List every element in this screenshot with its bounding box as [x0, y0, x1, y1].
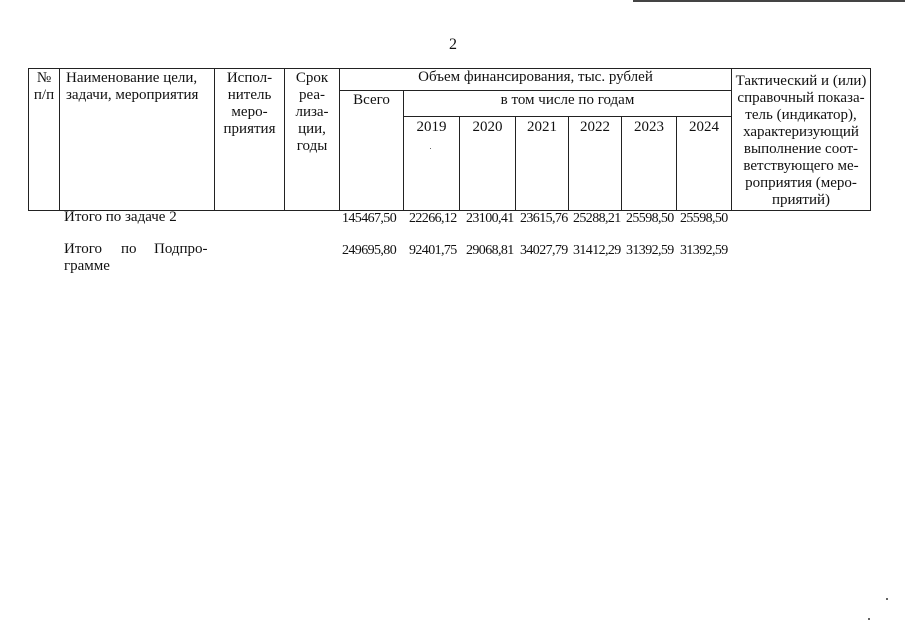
header-number: № п/п [29, 69, 60, 211]
header-term: Срок реа- лиза- ции, годы [285, 69, 340, 211]
row-label-subprogram-word4: грамме [64, 258, 110, 274]
year-2021: 2021 [516, 117, 569, 211]
page-number: 2 [449, 36, 457, 53]
task2-2023: 25598,50 [626, 211, 674, 226]
subprogram-2019: 92401,75 [409, 243, 457, 258]
subprogram-2024: 31392,59 [680, 243, 728, 258]
year-2023: 2023 [622, 117, 677, 211]
subprogram-2023: 31392,59 [626, 243, 674, 258]
year-2022: 2022 [569, 117, 622, 211]
task2-2021: 23615,76 [520, 211, 568, 226]
header-name: Наименование цели, задачи, мероприятия [60, 69, 215, 211]
header-by-years: в том числе по годам [404, 91, 732, 117]
header-executor: Испол- нитель меро- приятия [215, 69, 285, 211]
scan-speck [430, 148, 431, 149]
row-label-subprogram-word1: Итого [64, 241, 102, 257]
task2-2020: 23100,41 [466, 211, 514, 226]
task2-2022: 25288,21 [573, 211, 621, 226]
scan-speck [886, 598, 888, 600]
row-label-subprogram-word3: Подпро- [154, 241, 208, 257]
subprogram-2022: 31412,29 [573, 243, 621, 258]
year-2024: 2024 [677, 117, 732, 211]
subprogram-2021: 34027,79 [520, 243, 568, 258]
row-label-task2: Итого по задаче 2 [64, 209, 177, 225]
row-label-subprogram-word2: по [121, 241, 137, 257]
year-2019: 2019 [404, 117, 460, 211]
task2-2024: 25598,50 [680, 211, 728, 226]
funding-table [28, 68, 871, 211]
header-funding: Объем финансирования, тыс. рублей [340, 69, 732, 91]
header-total: Всего [340, 91, 404, 211]
subprogram-2020: 29068,81 [466, 243, 514, 258]
year-2020: 2020 [460, 117, 516, 211]
subprogram-total: 249695,80 [342, 243, 397, 258]
task2-total: 145467,50 [342, 211, 397, 226]
header-indicator: Тактический и (или) справочный показа- тель (индикатор), характеризующий выполнение соот- ветствующего ме- роприятия (меро- приятий) [732, 69, 871, 211]
scan-speck [868, 618, 870, 620]
task2-2019: 22266,12 [409, 211, 457, 226]
top-edge-line [633, 0, 905, 2]
